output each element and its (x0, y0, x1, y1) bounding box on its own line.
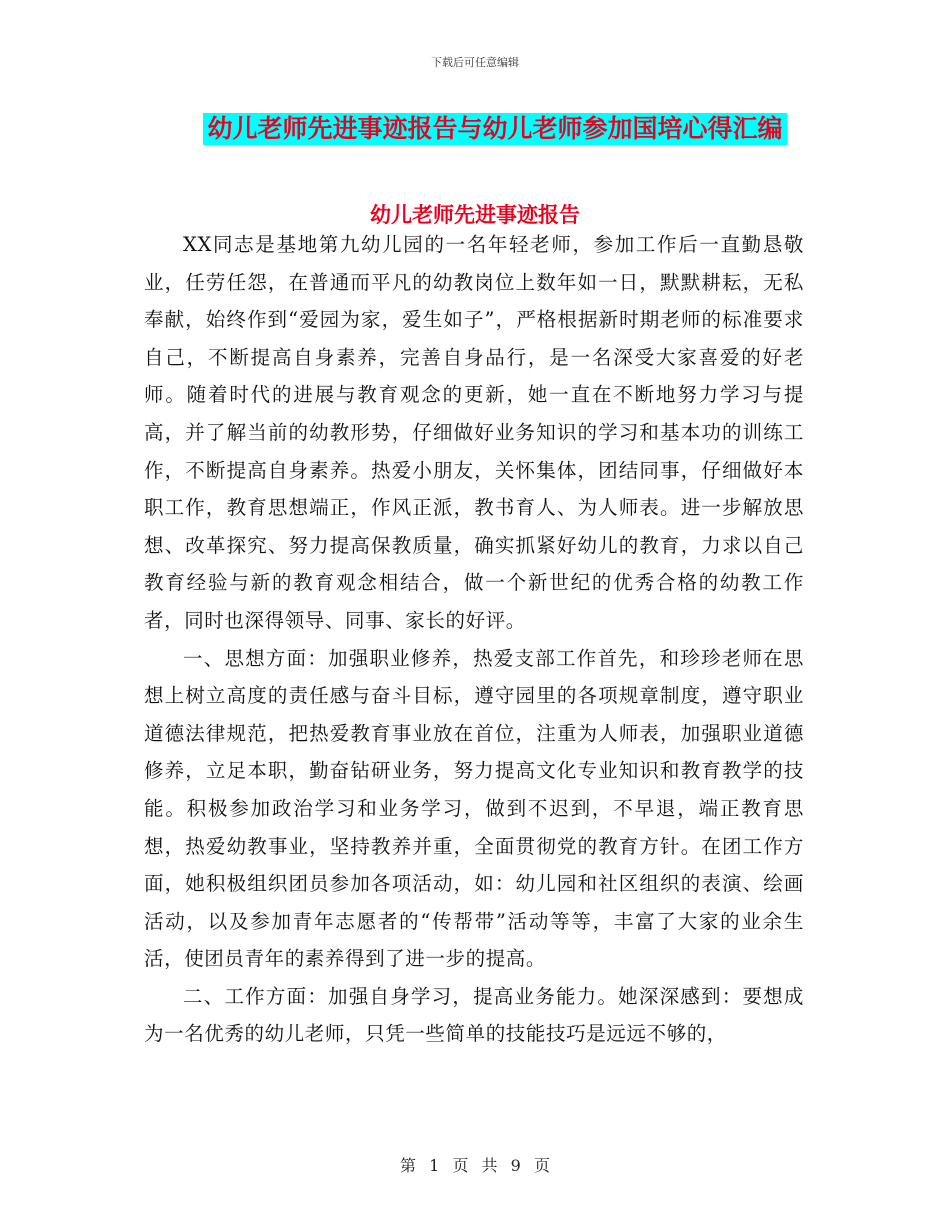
paragraph-thought: 一、思想方面：加强职业修养，热爱支部工作首先，和珍珍老师在思想上树立高度的责任感与奋斗目标，遵守园里的各项规章制度，遵守职业道德法律规范，把热爱教育事业放在首位，注重为人师表，加强职业道德修养，立足本职，勤奋钻研业务，努力提高文化专业知识和教育教学的技能。积极参加政治学习和业务学习，做到不迟到，不早退，端正教育思想，热爱幼教事业，坚持教养并重，全面贯彻党的教育方针。在团工作方面，她积极组织团员参加各项活动，如：幼儿园和社区组织的表演、绘画活动，以及参加青年志愿者的“传帮带”活动等等，丰富了大家的业余生活，使团员青年的素养得到了进一步的提高。 (144, 646, 804, 971)
header-note: 下载后可任意编辑 (431, 56, 519, 69)
body-text (144, 226, 804, 1053)
footer-page-unit: 页 (452, 1156, 469, 1175)
doc-title-container (0, 113, 950, 145)
footer-total-prefix: 共 (481, 1156, 498, 1175)
footer-prefix: 第 (400, 1156, 417, 1175)
page-footer (0, 1153, 950, 1176)
footer-current-page: 1 (429, 1156, 440, 1175)
footer-total-unit: 页 (533, 1156, 550, 1175)
document-title: 幼儿老师先进事迹报告与幼儿老师参加国培心得汇编 (203, 113, 786, 145)
paragraph-intro: XX同志是基地第九幼儿园的一名年轻老师，参加工作后一直勤恳敬业，任劳任怨，在普通而平凡的幼教岗位上数年如一日，默默耕耘，无私奉献，始终作到“爱园为家，爱生如子”，严格根据新时期老师的标准要求自己，不断提高自身素养，完善自身品行，是一名深受大家喜爱的好老师。随着时代的进展与教育观念的更新，她一直在不断地努力学习与提高，并了解当前的幼教形势，仔细做好业务知识的学习和基本功的训练工作，不断提高自身素养。热爱小朋友，关怀集体，团结同事，仔细做好本职工作，教育思想端正，作风正派，教书育人、为人师表。进一步解放思想、改革探究、努力提高保教质量，确实抓紧好幼儿的教育，力求以自己教育经验与新的教育观念相结合，做一个新世纪的优秀合格的幼教工作者，同时也深得领导、同事、家长的好评。 (144, 233, 804, 632)
section-title: 幼儿老师先进事迹报告 (370, 203, 580, 227)
paragraph-work: 二、工作方面：加强自身学习，提高业务能力。她深深感到：要想成为一名优秀的幼儿老师，只凭一些简单的技能技巧是远远不够的， (144, 984, 804, 1046)
footer-total-pages: 9 (510, 1156, 521, 1175)
